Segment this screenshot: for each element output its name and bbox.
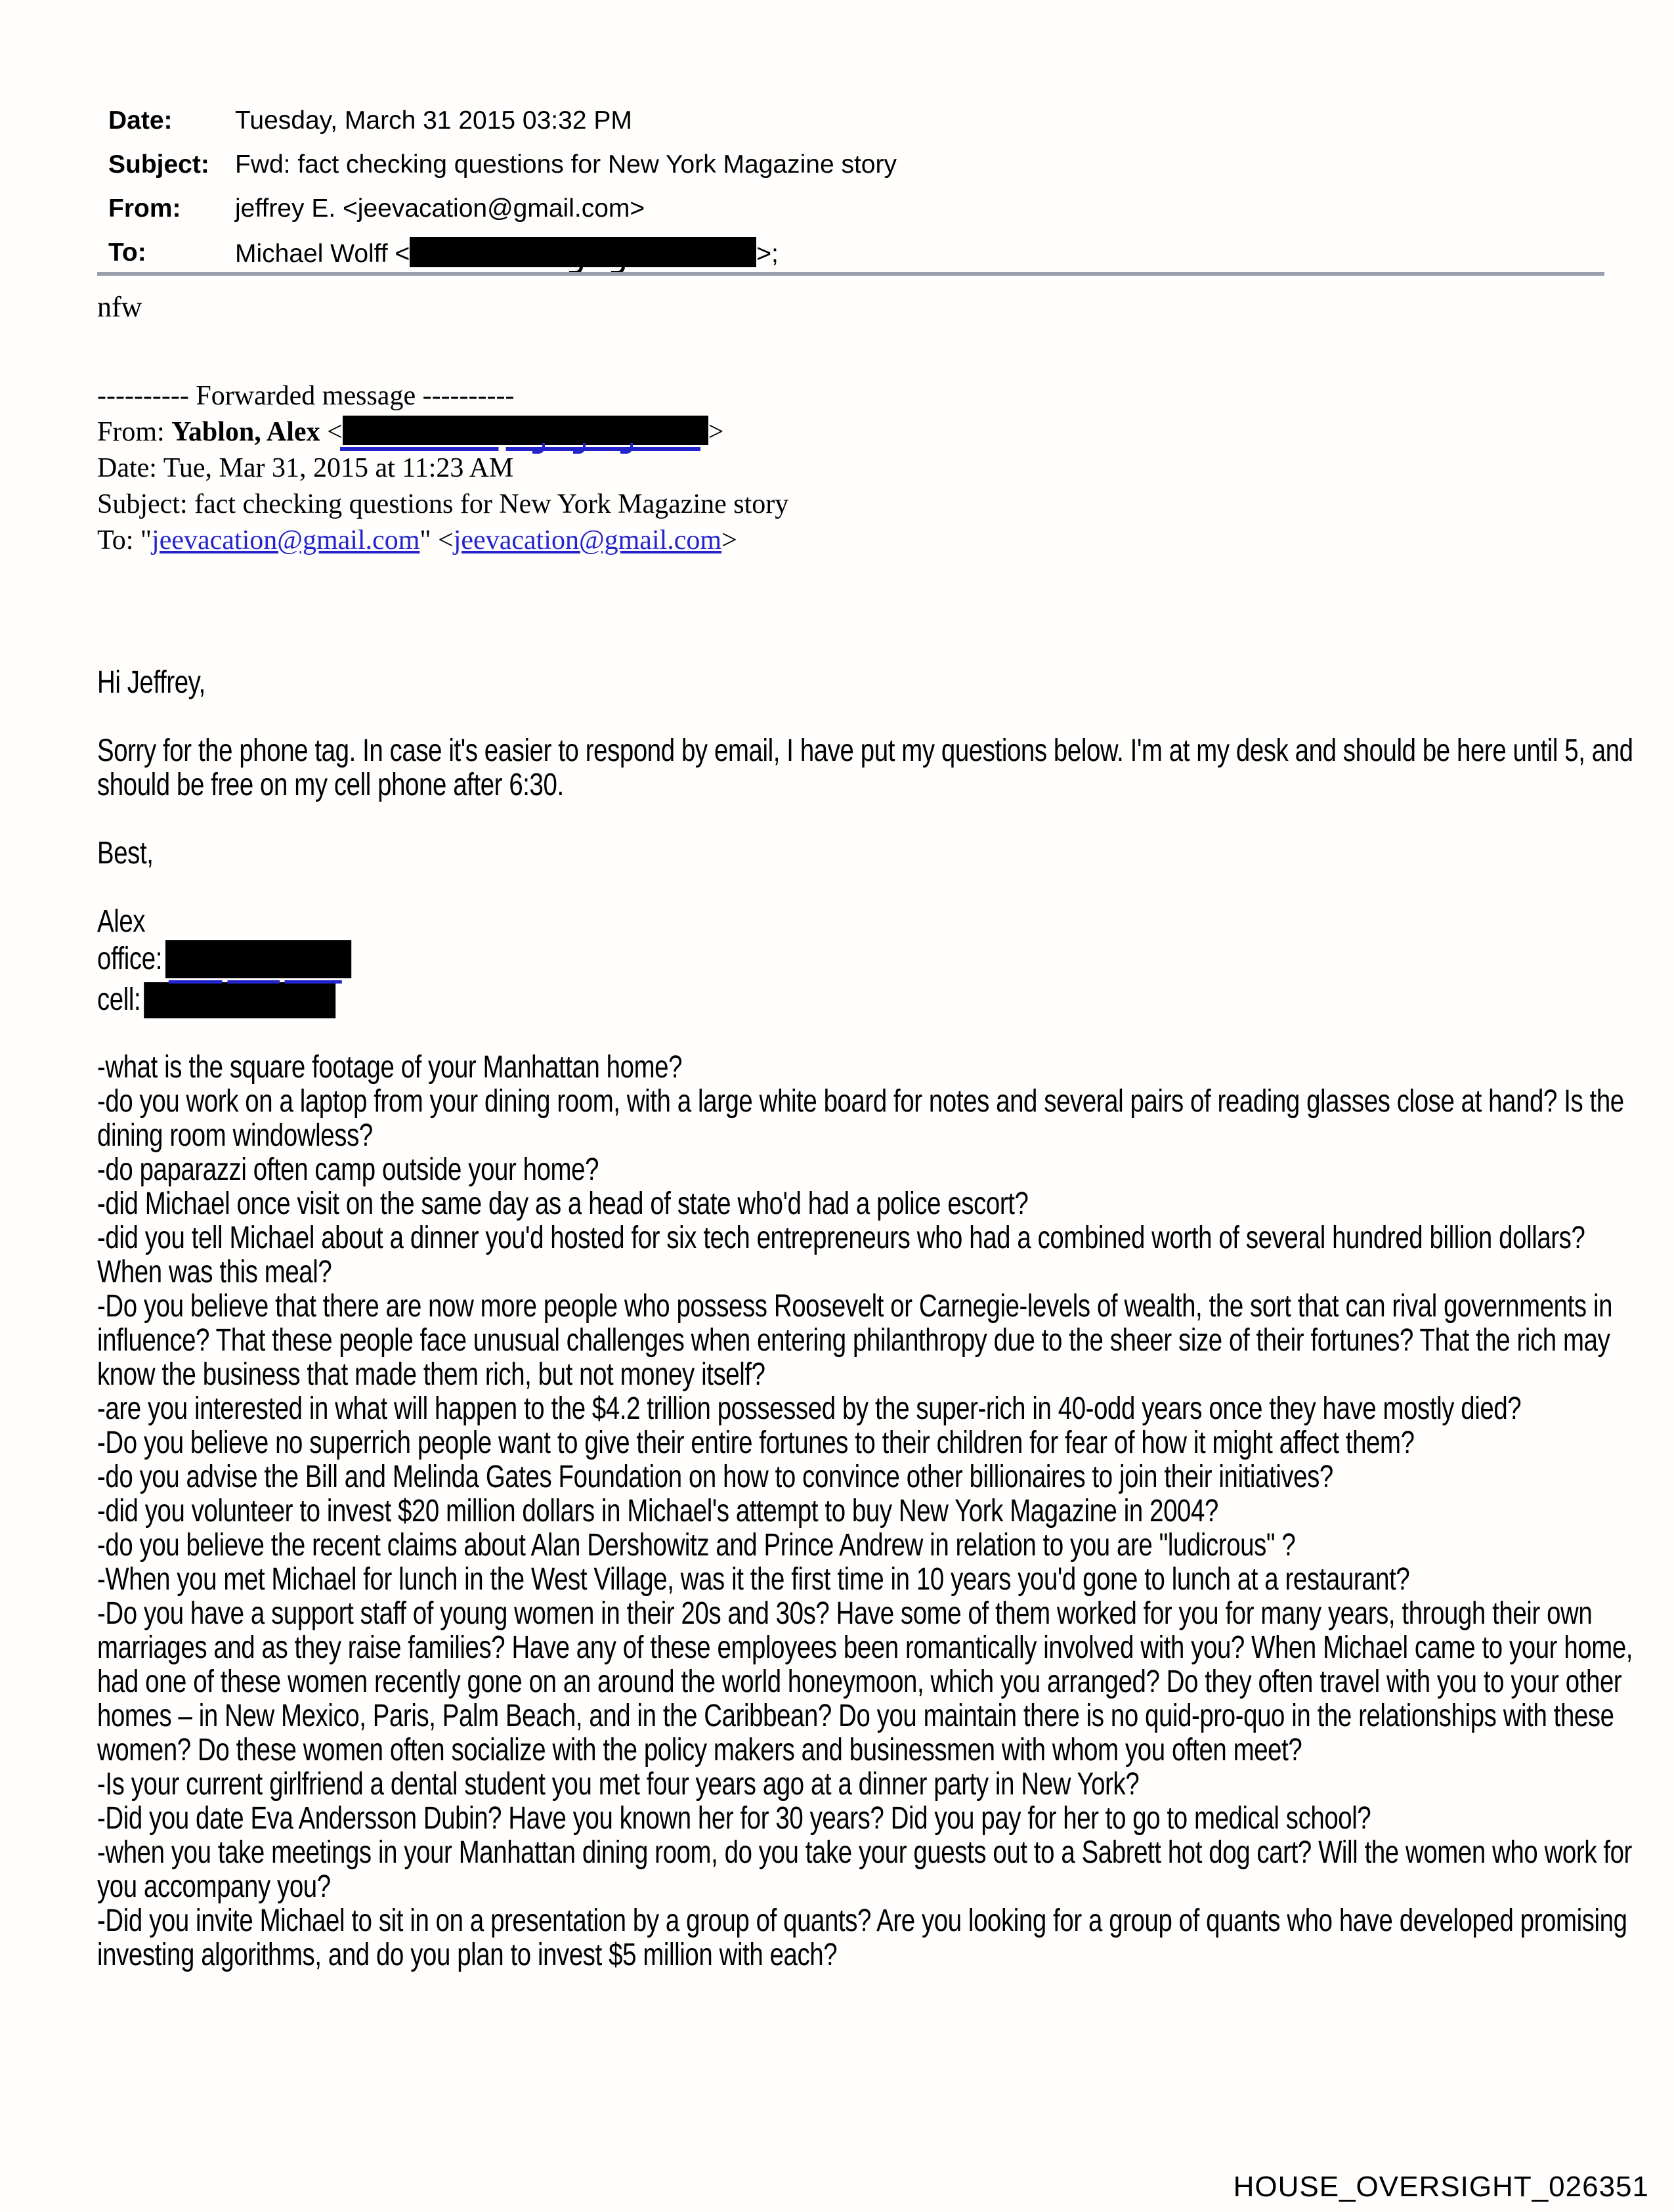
to-value-name: Michael Wolff < (235, 240, 410, 268)
header-divider-line (97, 272, 1604, 276)
forwarded-from-line (97, 414, 788, 450)
to-value (235, 237, 897, 270)
question-item: -Do you believe no superrich people want to give their entire fortunes to their children for fear of how it might affect them? (97, 1425, 1415, 1460)
forwarded-to-close-bracket: > (721, 525, 737, 555)
office-phone-redaction-box (165, 940, 351, 978)
forwarded-to-mid: " < (419, 525, 454, 555)
to-label: To: (108, 238, 146, 267)
forwarded-from-open-bracket: < (320, 417, 343, 447)
question-item: -Do you believe that there are now more people who possess Roosevelt or Carnegie-levels of wealth, the sort that can rival governments in influence? That these people face unusual challenges when entering philanthropy due to the sheer size of their fortunes? That the rich may know the business that made them rich, but not money itself? (97, 1289, 1613, 1392)
forwarded-date-line: Date: Tue, Mar 31, 2015 at 11:23 AM (97, 453, 514, 483)
subject-value: Fwd: fact checking questions for New York Magazine story (235, 150, 897, 179)
forwarded-from-name: Yablon, Alex (171, 417, 320, 447)
question-item: -Did you invite Michael to sit in on a presentation by a group of quants? Are you looking for a group of quants who have developed promising investing algorithms, and do you plan to invest $5 million with each? (97, 1903, 1627, 1972)
subject-label: Subject: (108, 150, 209, 179)
question-item: -do you believe the recent claims about Alan Dershowitz and Prince Andrew in relation to you are "ludicrous" ? (97, 1528, 1296, 1563)
to-email-redaction-box (410, 237, 756, 267)
reply-note: nfw (97, 291, 142, 323)
question-item: -Do you have a support staff of young women in their 20s and 30s? Have some of them worked for you for many years, through their own marriages and as they raise families? Have any of these employees been romantically involved with you? When Michael came to your home, had one of these women recently gone on an around the world honeymoon, which you arranged? Do they often travel with you to your other homes – in New Mexico, Paris, Palm Beach, and in the Caribbean? Do you maintain there is no quid-pro-quo in the relationships with these women? Do these women often socialize with the policy makers and businessmen with whom you often meet? (97, 1596, 1633, 1767)
forwarded-subject-line: Subject: fact checking questions for New York Magazine story (97, 489, 789, 519)
office-label: office: (97, 942, 162, 976)
email-link-quoted[interactable]: jeevacation@gmail.com (152, 525, 420, 555)
question-item: -Is your current girlfriend a dental student you met four years ago at a dinner party in New York? (97, 1767, 1140, 1802)
email-link-bracketed[interactable]: jeevacation@gmail.com (453, 525, 722, 555)
greeting: Hi Jeffrey, (97, 665, 205, 700)
question-item: -do paparazzi often camp outside your home? (97, 1152, 599, 1187)
cell-phone-redaction-box (144, 982, 335, 1018)
question-item: -what is the square footage of your Manhattan home? (97, 1050, 683, 1085)
office-phone-row (97, 939, 1635, 980)
from-label: From: (108, 194, 181, 223)
cell-label: cell: (97, 982, 141, 1017)
date-value: Tuesday, March 31 2015 03:32 PM (235, 106, 632, 135)
to-value-suffix: >; (756, 240, 779, 268)
signature-name: Alex (97, 904, 146, 939)
date-label: Date: (108, 106, 173, 135)
intro-paragraph: Sorry for the phone tag. In case it's easier to respond by email, I have put my questions below. I'm at my desk and should be here until 5, and should be free on my cell phone after 6:30. (97, 733, 1633, 802)
question-item: -did you volunteer to invest $20 million dollars in Michael's attempt to buy New York Magazine in 2004? (97, 1494, 1218, 1529)
forwarded-from-label: From: (97, 417, 172, 447)
question-item: -do you work on a laptop from your dining room, with a large white board for notes and several pairs of reading glasses close at hand? Is the dining room windowless? (97, 1084, 1624, 1153)
cell-phone-row (97, 980, 1635, 1020)
message-body (97, 666, 1635, 1972)
question-item: -did Michael once visit on the same day as a head of state who'd had a police escort? (97, 1186, 1029, 1221)
forwarded-message-header (97, 378, 788, 559)
from-value: jeffrey E. <jeevacation@gmail.com> (235, 194, 645, 223)
forwarded-from-email-redaction-box (343, 416, 708, 445)
forwarded-separator: ---------- Forwarded message ---------- (97, 381, 515, 411)
email-header (108, 105, 897, 282)
question-item: -when you take meetings in your Manhattan dining room, do you take your guests out to a Sabrett hot dog cart? Will the women who work for you accompany you? (97, 1835, 1632, 1904)
question-item: -do you advise the Bill and Melinda Gates Foundation on how to convince other billionaires to join their initiatives? (97, 1460, 1333, 1494)
forwarded-to-line (97, 523, 788, 559)
question-item: -did you tell Michael about a dinner you'd hosted for six tech entrepreneurs who had a combined worth of several hundred billion dollars? When was this meal? (97, 1221, 1585, 1290)
bates-number: HOUSE_OVERSIGHT_026351 (1233, 2171, 1649, 2203)
forwarded-from-close-bracket: > (708, 417, 724, 447)
closing: Best, (97, 836, 154, 871)
question-item: -are you interested in what will happen to the $4.2 trillion possessed by the super-rich in 40-odd years once they have mostly died? (97, 1391, 1522, 1426)
question-item: -When you met Michael for lunch in the West Village, was it the first time in 10 years you'd gone to lunch at a restaurant? (97, 1562, 1410, 1597)
forwarded-to-label: To: " (97, 525, 152, 555)
question-item: -Did you date Eva Andersson Dubin? Have you known her for 30 years? Did you pay for her to go to medical school? (97, 1801, 1371, 1836)
